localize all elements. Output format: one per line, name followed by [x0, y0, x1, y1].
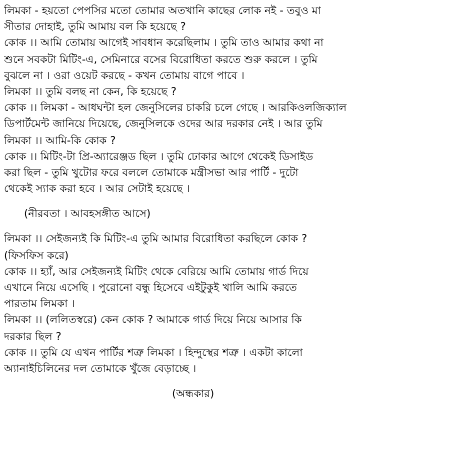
text-line: এখানে নিয়ে এসেছি । পুরোনো বন্ধু হিসেবে এইটুকুই খালি আমি করতে [4, 282, 297, 294]
stage-direction-darkness: (অন্ধকার) [172, 388, 215, 401]
text-line: ডিপার্টমেন্ট জানিয়ে দিয়েছে, জেনুসিলকে ওদের আর দরকার নেই । আর তুমি [4, 118, 323, 131]
text-line: কোক ।। হ্যাঁ, আর সেইজন্যই মিটিং থেকে বেরিয়ে আমি তোমায় গার্ড দিয়ে [4, 265, 309, 278]
text-line: পারতাম লিমকা । [4, 298, 75, 311]
text-line: অ্যানাইচিলিনের দল তোমাকে খুঁজে বেড়াচ্ছে । [4, 362, 197, 375]
blank-gap [4, 377, 457, 386]
text-line: কোক ।। আমি তোমায় আগেই সাবধান করেছিলাম । তুমি তাও আমার কথা না [4, 37, 324, 50]
text-line: কোক ।। মিটিং-টা প্রি-অ্যারেঞ্জড ছিল । তুমি ঢোকার আগে থেকেই ডিসাইড [4, 150, 314, 163]
text-line: লিমকা ।। আমি-কি কোক ? [4, 134, 116, 147]
stage-direction: (ফিসফিস করে) [4, 249, 69, 262]
text-line: লিমকা ।। (ললিতস্বরে) কেন কোক ? আমাকে গার্ড দিয়ে নিয়ে আসার কি [4, 314, 302, 327]
text-line: লিমকা ।। তুমি বলছ না কেন, কি হয়েছে ? [4, 85, 177, 98]
text-line: লিমকা ।। সেইজন্যই কি মিটিং-এ তুমি আমার বিরোধিতা করছিলে কোক ? [4, 233, 308, 246]
blank-gap [4, 197, 457, 206]
stage-direction: (নীরবতা । আবহসঙ্গীত আসে) [24, 208, 151, 221]
blank-gap [4, 222, 457, 231]
text-line: কোক ।। লিমকা - আধঘন্টা হল জেনুসিলের চাকরি চলে গেছে । আরকিওলজিক্যাল [4, 102, 347, 115]
text-line: সীতার দোহাই, তুমি আমায় বল কি হয়েছে ? [4, 21, 186, 34]
text-line: বুঝলে না । ওরা ওয়েট করছে - কখন তোমায় বাগে পাবে । [4, 69, 245, 82]
text-line: থেকেই স্যাক করা হবে । আর সেটাই হয়েছে । [4, 183, 191, 196]
text-line: দরকার ছিল ? [4, 330, 62, 343]
text-line: শুনে সবকটা মিটিং-এ, সেমিনারে বসের বিরোধিতা করতে শুরু করলে । তুমি [4, 53, 318, 66]
text-line: কোক ।। তুমি যে এখন পার্টির শত্রু লিমকা । হিন্দুস্থের শত্রু । একটা কালো [4, 346, 303, 359]
text-line: করা ছিল - তুমি খুটোর ফরে বললে তোমাকে মন্ত্রীসভা আর পার্টি - দুটো [4, 166, 299, 179]
text-line: লিমকা - হয়তো পেপসির মতো তোমার অতখানি কাছের লোক নই - তবুও মা [4, 5, 321, 17]
